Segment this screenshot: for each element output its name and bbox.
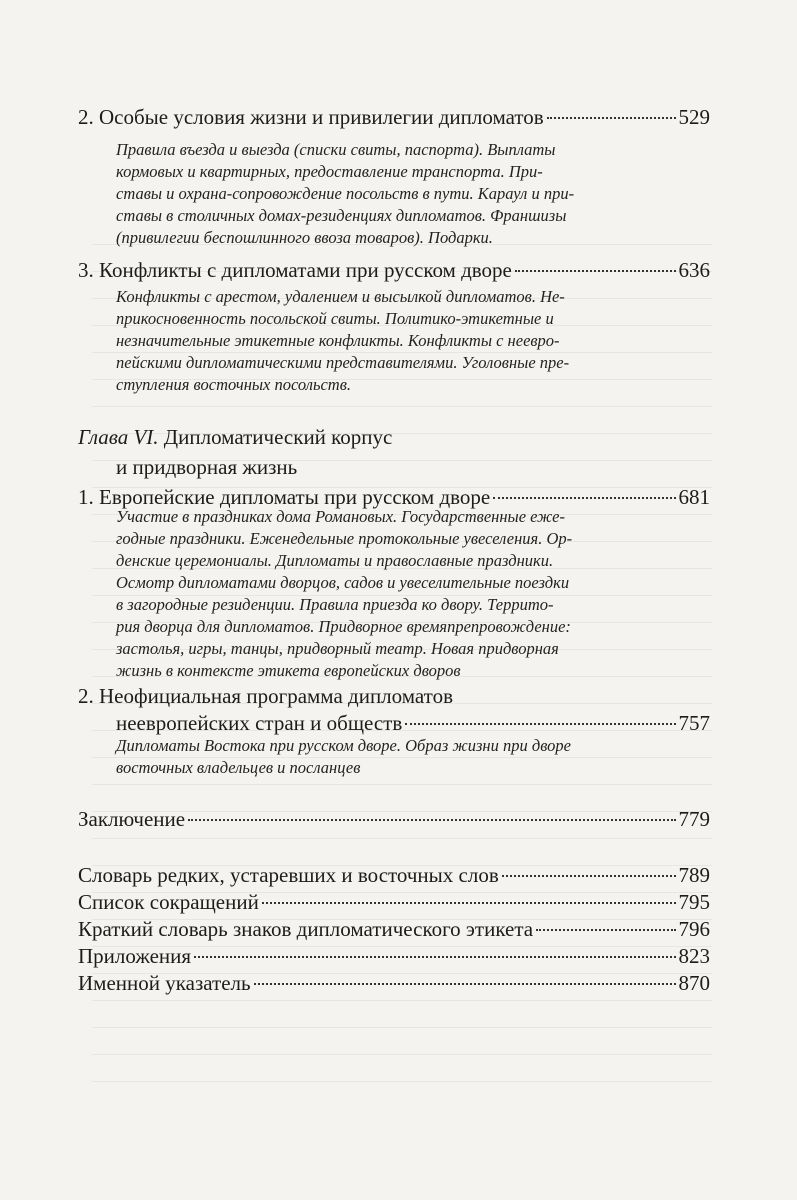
chapter-label: Глава VI. <box>78 425 159 449</box>
dot-leader <box>536 929 675 931</box>
description-line: восточных владельцев и посланцев <box>116 758 361 777</box>
toc-entry-glossary[interactable] <box>78 862 710 888</box>
toc-page-number: 681 <box>678 485 710 509</box>
toc-page-number: 796 <box>678 917 710 941</box>
description-line: пейскими дипломатическими представителями. Уголовные пре- <box>116 353 570 372</box>
toc-entry-title: Заключение <box>78 807 186 831</box>
dot-leader <box>547 117 676 119</box>
toc-entry-title: Словарь редких, устаревших и восточных слов <box>78 863 499 887</box>
description-line: Дипломаты Востока при русском дворе. Образ жизни при дворе <box>116 736 571 755</box>
description-line: Осмотр дипломатами дворцов, садов и увеселительные поездки <box>116 573 570 592</box>
toc-page-number: 636 <box>678 258 710 282</box>
toc-entry-conflicts[interactable] <box>78 257 710 283</box>
dot-leader <box>502 875 676 877</box>
toc-entry-conclusion[interactable] <box>78 806 710 832</box>
description-line: годные праздники. Еженедельные протокольные увеселения. Ор- <box>116 529 573 548</box>
toc-entry-abbreviations[interactable] <box>78 889 710 915</box>
toc-entry-title: 3. Конфликты с дипломатами при русском дворе <box>78 258 512 282</box>
toc-entry-title-line[interactable] <box>78 683 453 709</box>
dot-leader <box>262 902 676 904</box>
description-line: в загородные резиденции. Правила приезда ко двору. Террито- <box>116 595 554 614</box>
description-line: жизнь в контексте этикета европейских дворов <box>116 661 461 680</box>
description-line: ступления восточных посольств. <box>116 375 351 394</box>
dot-leader <box>194 956 675 958</box>
toc-entry-title: Список сокращений <box>78 890 259 914</box>
toc-entry-non-european-diplomats[interactable] <box>116 710 710 736</box>
toc-entry-description <box>116 506 710 682</box>
description-line: (привилегии беспошлинного ввоза товаров). Подарки. <box>116 228 493 247</box>
toc-page-number: 757 <box>678 711 710 735</box>
toc-entry-title: Краткий словарь знаков дипломатического этикета <box>78 917 534 941</box>
toc-entry-title: Приложения <box>78 944 192 968</box>
toc-page-number: 870 <box>678 971 710 995</box>
toc-entry-signs-dictionary[interactable] <box>78 916 710 942</box>
toc-entry-description <box>116 735 710 779</box>
dot-leader <box>515 270 676 272</box>
toc-page-number: 823 <box>678 944 710 968</box>
toc-page-number: 529 <box>678 105 710 129</box>
description-line: ставы и охрана-сопровождение посольств в пути. Караул и при- <box>116 184 575 203</box>
description-line: застолья, игры, танцы, придворный театр. Новая придворная <box>116 639 559 658</box>
dot-leader <box>188 819 675 821</box>
toc-entry-description <box>116 286 710 396</box>
description-line: денские церемониалы. Дипломаты и православные праздники. <box>116 551 554 570</box>
dot-leader <box>405 723 675 725</box>
description-line: прикосновенность посольской свиты. Политико-этикетные и <box>116 309 554 328</box>
toc-entry-title: 1. Европейские дипломаты при русском дворе <box>78 485 491 509</box>
description-line: ставы в столичных домах-резиденциях дипломатов. Франшизы <box>116 206 567 225</box>
toc-entry-privileges[interactable] <box>78 104 710 130</box>
description-line: кормовых и квартирных, предоставление транспорта. При- <box>116 162 543 181</box>
dot-leader <box>254 983 676 985</box>
toc-entry-name-index[interactable] <box>78 970 710 996</box>
description-line: Правила въезда и выезда (списки свиты, паспорта). Выплаты <box>116 140 556 159</box>
toc-entry-appendices[interactable] <box>78 943 710 969</box>
description-line: рия дворца для дипломатов. Придворное времяпрепровождение: <box>116 617 571 636</box>
chapter-title: и придворная жизнь <box>116 455 298 479</box>
toc-entry-title: 2. Особые условия жизни и привилегии дипломатов <box>78 105 544 129</box>
chapter-title: Дипломатический корпус <box>163 425 393 449</box>
toc-entry-title: Именной указатель <box>78 971 251 995</box>
toc-entry-title: неевропейских стран и обществ <box>116 711 403 735</box>
description-line: Участие в праздниках дома Романовых. Государственные еже- <box>116 507 566 526</box>
description-line: Конфликты с арестом, удалением и высылкой дипломатов. Не- <box>116 287 565 306</box>
toc-page-number: 779 <box>678 807 710 831</box>
chapter-heading[interactable] <box>78 424 392 450</box>
chapter-heading-continued <box>78 454 297 480</box>
toc-page-number: 795 <box>678 890 710 914</box>
toc-entry-description <box>116 139 710 249</box>
dot-leader <box>493 497 675 499</box>
description-line: незначительные этикетные конфликты. Конфликты с неевро- <box>116 331 560 350</box>
toc-page-number: 789 <box>678 863 710 887</box>
toc-entry-title: 2. Неофициальная программа дипломатов <box>78 684 453 708</box>
